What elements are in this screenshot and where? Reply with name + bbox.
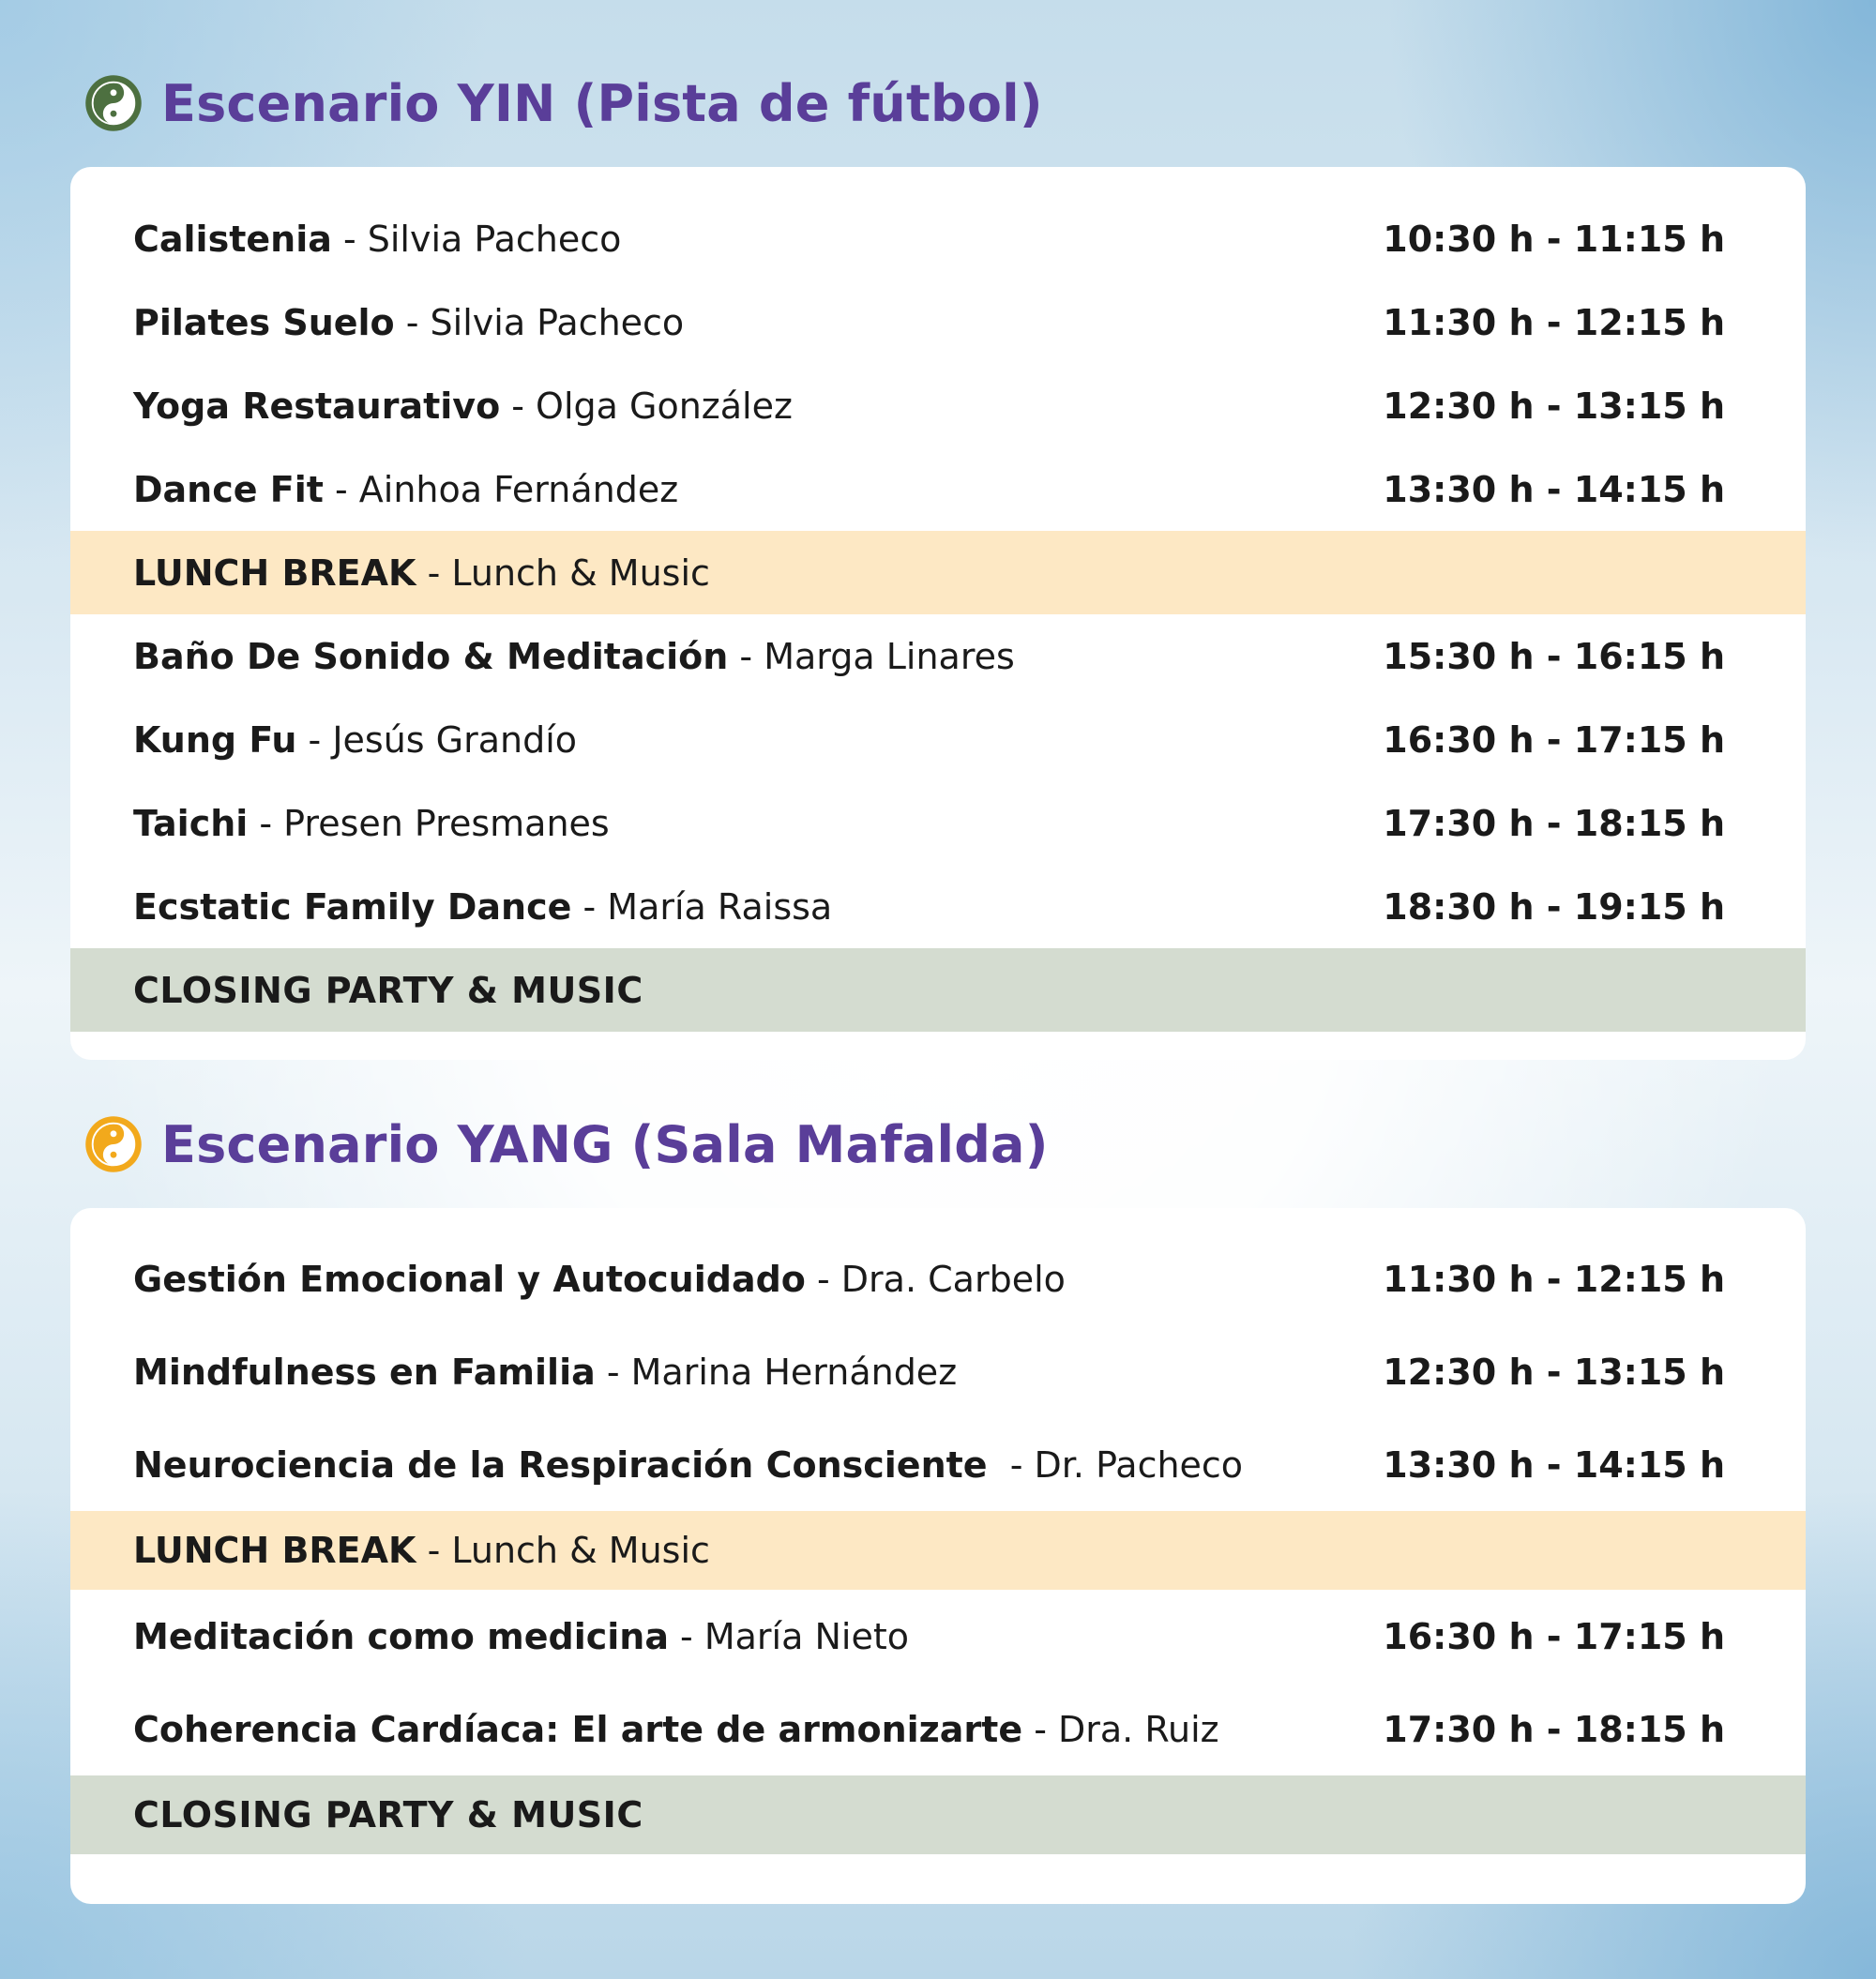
activity-line <box>133 469 678 510</box>
separator: - <box>728 635 764 677</box>
separator: - <box>416 1530 452 1571</box>
instructor-name: Silvia Pacheco <box>367 218 622 260</box>
activity-line <box>133 552 710 594</box>
activity-line <box>133 1709 1219 1750</box>
activity-line <box>133 1444 1243 1486</box>
lunch-break-row <box>70 1511 1806 1590</box>
activity-name: Neurociencia de la Respiración Consciente <box>133 1443 988 1486</box>
lunch-break-row <box>70 531 1806 614</box>
separator: - <box>805 1258 841 1300</box>
schedule-row <box>70 614 1806 698</box>
schedule-row <box>70 1232 1806 1325</box>
activity-name: CLOSING PARTY & MUSIC <box>133 969 643 1011</box>
closing-party-row <box>70 948 1806 1032</box>
time-range: 11:30 h - 12:15 h <box>1383 1258 1725 1300</box>
activity-line <box>133 1352 957 1393</box>
activity-name: Dance Fit <box>133 468 324 510</box>
section-yin-header <box>84 70 1043 136</box>
activity-name: LUNCH BREAK <box>133 1530 416 1571</box>
instructor-name: Silvia Pacheco <box>430 301 685 343</box>
time-range: 12:30 h - 13:15 h <box>1383 1351 1725 1393</box>
activity-line <box>133 803 610 844</box>
schedule-row <box>70 1683 1806 1775</box>
separator: - <box>668 1615 704 1657</box>
activity-line <box>133 636 1015 677</box>
activity-name: Taichi <box>133 802 249 844</box>
separator: - <box>500 385 537 427</box>
section-yang-header <box>84 1111 1049 1177</box>
activity-name: Baño De Sonido & Meditación <box>133 635 729 677</box>
instructor-name: Dra. Ruiz <box>1057 1708 1219 1750</box>
instructor-name: Dra. Carbelo <box>840 1258 1066 1300</box>
time-range: 12:30 h - 13:15 h <box>1383 385 1725 427</box>
instructor-name: Lunch & Music <box>451 1530 710 1571</box>
schedule-row <box>70 1418 1806 1511</box>
schedule-row <box>70 447 1806 531</box>
separator: - <box>595 1351 631 1393</box>
schedule-row <box>70 364 1806 447</box>
schedule-row <box>70 1590 1806 1683</box>
instructor-name: Jesús Grandío <box>332 718 578 761</box>
instructor-name: Marga Linares <box>764 635 1015 677</box>
section-title: Escenario YIN (Pista de fútbol) <box>161 73 1043 133</box>
time-range: 16:30 h - 17:15 h <box>1383 1615 1725 1657</box>
schedule-row <box>70 1325 1806 1418</box>
activity-name: Yoga Restaurativo <box>133 385 501 427</box>
closing-party-row <box>70 1775 1806 1854</box>
schedule-row <box>70 280 1806 364</box>
instructor-name: María Nieto <box>704 1615 909 1657</box>
instructor-name: Lunch & Music <box>451 551 710 594</box>
instructor-name: Ainhoa Fernández <box>358 468 679 510</box>
activity-name: LUNCH BREAK <box>133 551 416 594</box>
separator: - <box>331 218 368 260</box>
time-range: 18:30 h - 19:15 h <box>1383 885 1725 928</box>
schedule-card-yang <box>70 1208 1806 1904</box>
time-range: 15:30 h - 16:15 h <box>1383 635 1725 677</box>
separator: - <box>571 885 608 928</box>
time-range: 13:30 h - 14:15 h <box>1383 468 1725 510</box>
time-range: 17:30 h - 18:15 h <box>1383 802 1725 844</box>
activity-name: Ecstatic Family Dance <box>133 885 572 928</box>
time-range: 11:30 h - 12:15 h <box>1383 301 1725 343</box>
activity-name: Pilates Suelo <box>133 301 395 343</box>
time-range: 13:30 h - 14:15 h <box>1383 1443 1725 1486</box>
separator: - <box>323 468 359 510</box>
activity-line <box>133 1259 1066 1300</box>
separator: - <box>394 301 431 343</box>
yin-yang-icon <box>84 74 143 132</box>
time-range: 10:30 h - 11:15 h <box>1383 218 1725 260</box>
activity-line <box>133 886 832 928</box>
separator: - <box>248 802 284 844</box>
section-title: Escenario YANG (Sala Mafalda) <box>161 1114 1049 1174</box>
instructor-name: Olga González <box>536 385 793 427</box>
separator: - <box>987 1443 1035 1486</box>
activity-name: Gestión Emocional y Autocuidado <box>133 1258 806 1300</box>
activity-name: Calistenia <box>133 218 332 260</box>
activity-name: Kung Fu <box>133 718 297 761</box>
schedule-card-yin <box>70 167 1806 1060</box>
activity-line <box>133 719 577 761</box>
activity-line <box>133 1616 909 1657</box>
activity-line <box>133 219 621 260</box>
instructor-name: Marina Hernández <box>630 1351 958 1393</box>
instructor-name: María Raissa <box>607 885 833 928</box>
schedule-row <box>70 865 1806 948</box>
activity-line <box>133 302 684 343</box>
activity-line <box>133 1530 710 1571</box>
instructor-name: Dr. Pacheco <box>1034 1443 1244 1486</box>
schedule-row <box>70 698 1806 781</box>
time-range: 17:30 h - 18:15 h <box>1383 1708 1725 1750</box>
instructor-name: Presen Presmanes <box>283 802 610 844</box>
activity-name: Mindfulness en Familia <box>133 1351 596 1393</box>
activity-name: CLOSING PARTY & MUSIC <box>133 1794 643 1835</box>
separator: - <box>1022 1708 1058 1750</box>
separator: - <box>416 551 452 594</box>
schedule-row <box>70 781 1806 865</box>
activity-name: Coherencia Cardíaca: El arte de armonizarte <box>133 1708 1023 1750</box>
activity-line <box>133 385 793 427</box>
schedule-row <box>70 197 1806 280</box>
yin-yang-icon <box>84 1115 143 1173</box>
separator: - <box>296 718 333 761</box>
time-range: 16:30 h - 17:15 h <box>1383 718 1725 761</box>
activity-name: Meditación como medicina <box>133 1615 669 1657</box>
